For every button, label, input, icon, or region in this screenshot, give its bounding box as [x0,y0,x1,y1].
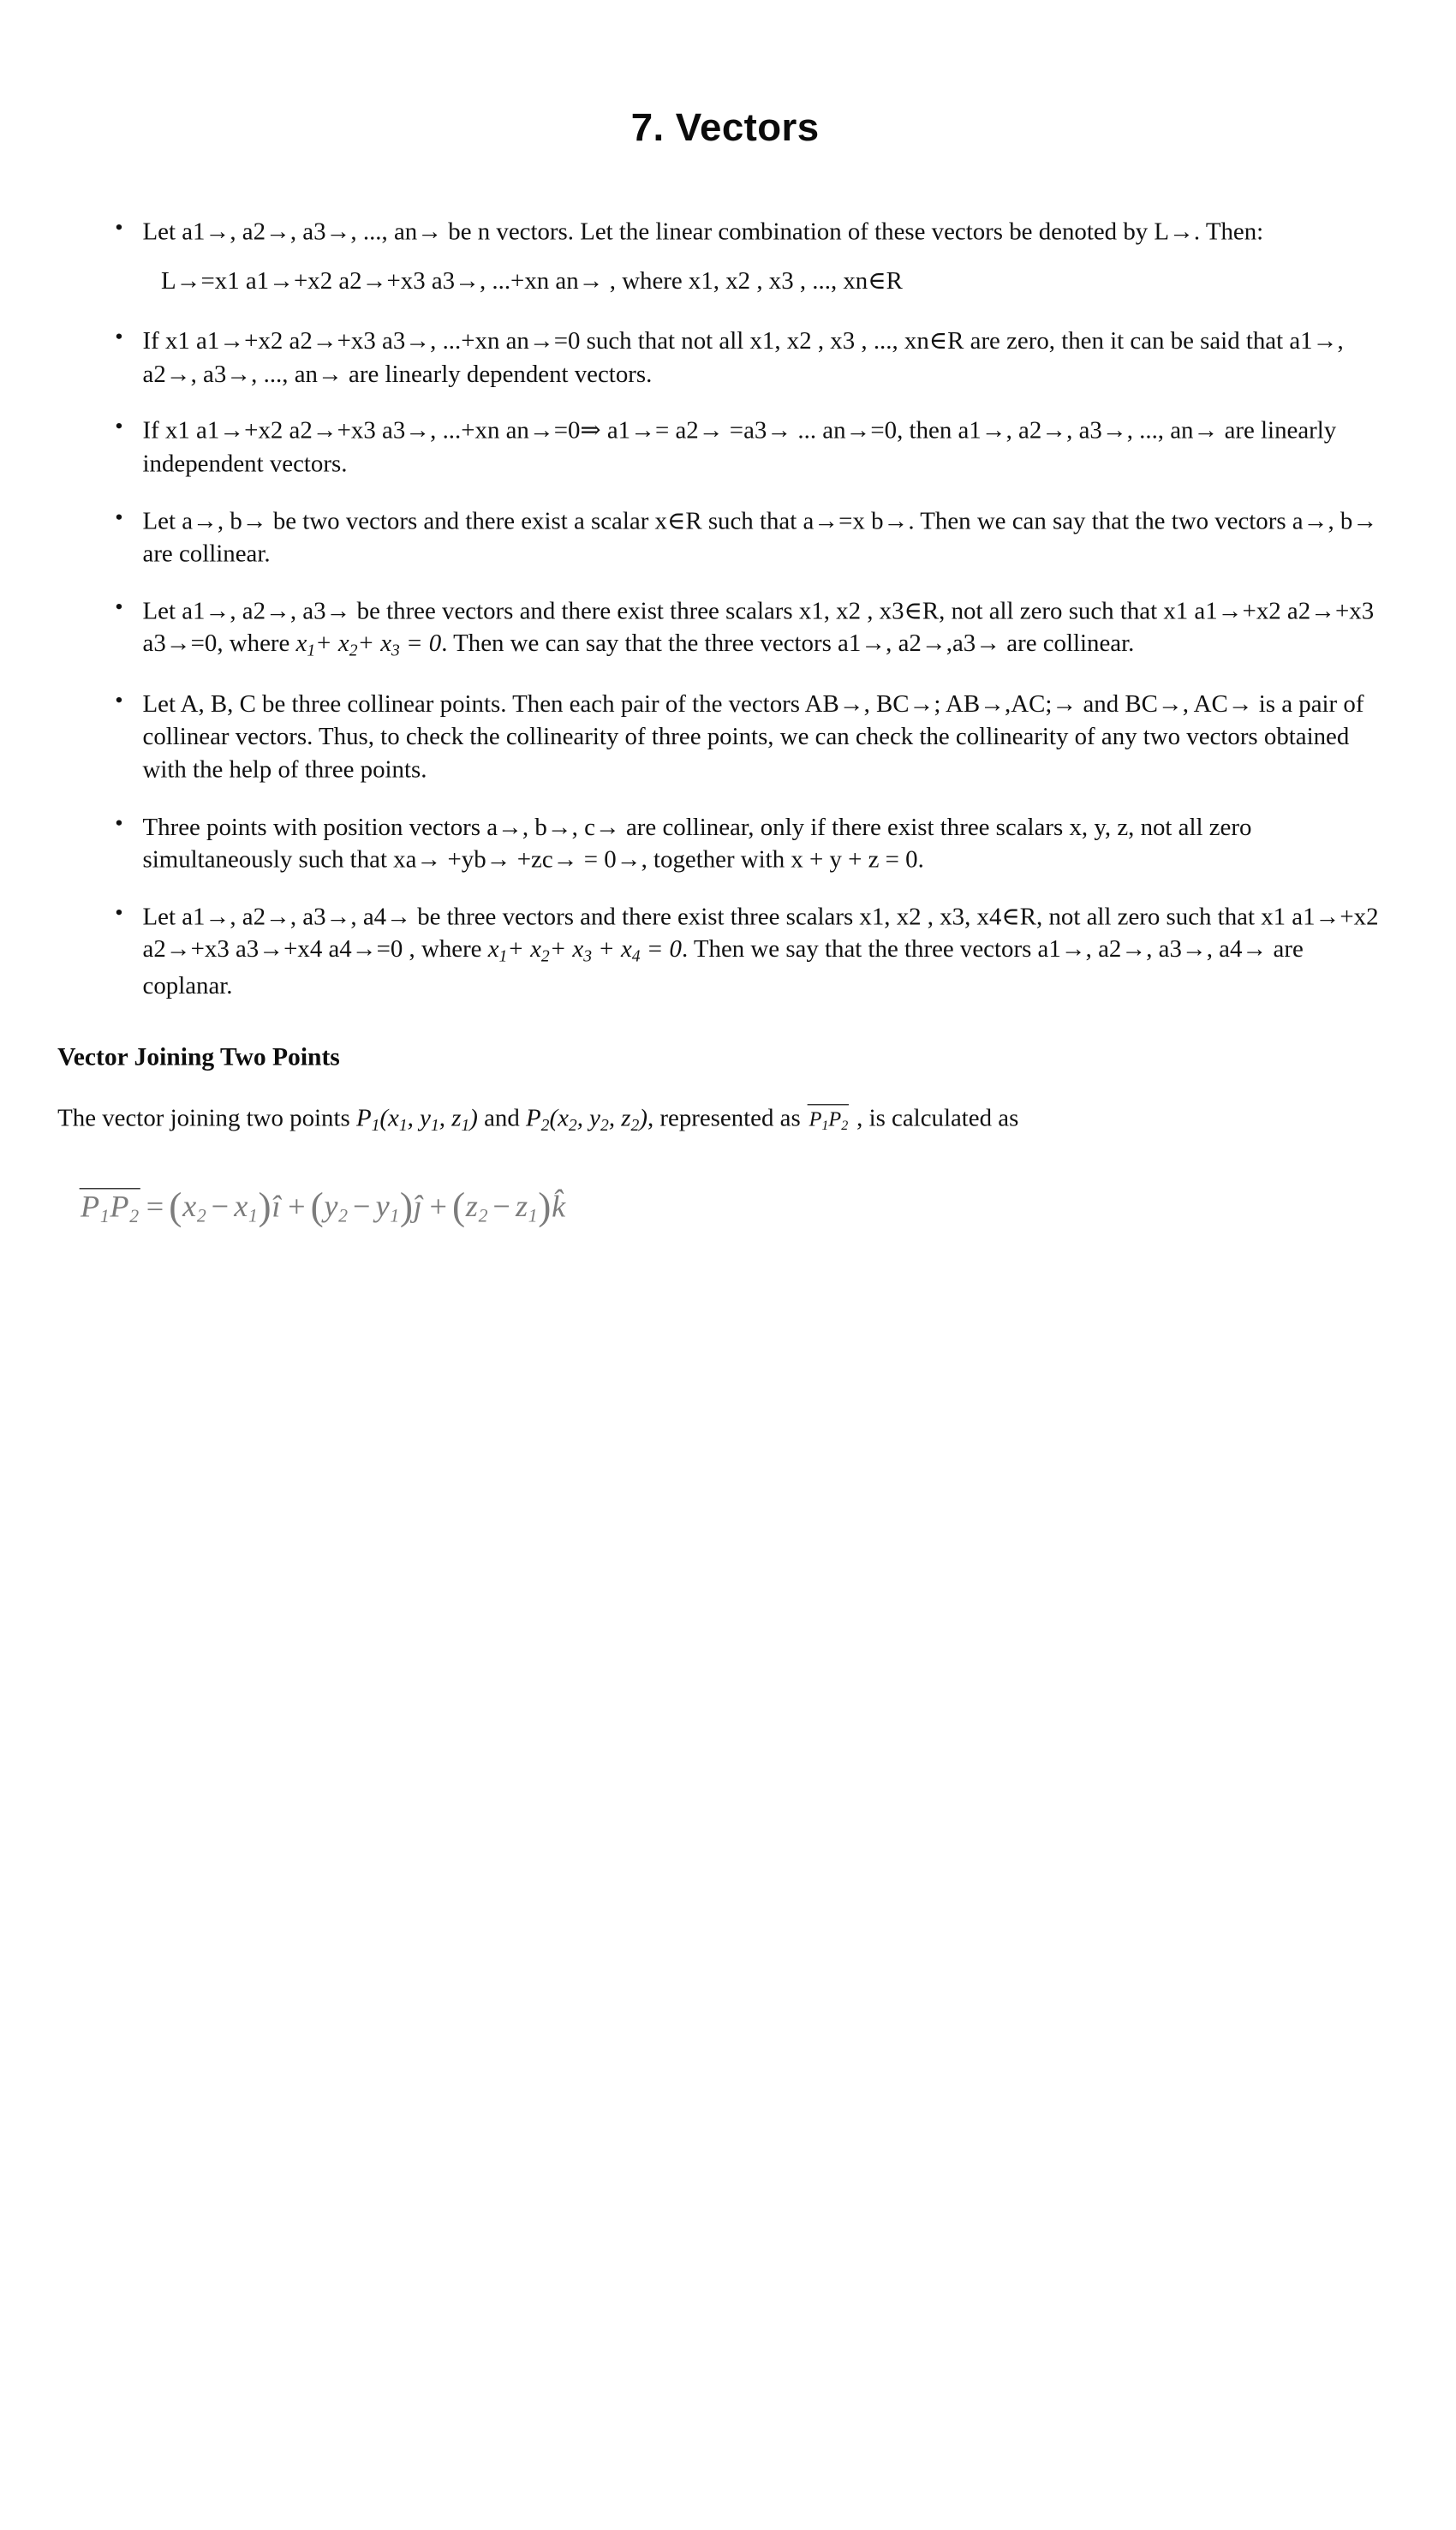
content-column [0,0,1456,1230]
bullet-linearly-dependent [57,325,1393,391]
paragraph-text-part2: , represented as [647,1103,807,1131]
bullet-text: If x1 a1→+x2 a2→+x3 a3→, ...+xn an→=0⇒ a1→= a2→ =a3→ ... an→=0, then a1→, a2→, a3→, ..., an→ are linearly independent vectors. [142,416,1337,478]
bullet-position-vectors-collinear [57,810,1393,876]
unit-vector-j: ĵ [413,1188,423,1224]
equation-linear-combination: L→=x1 a1→+x2 a2→+x3 a3→, ...+xn an→ , where x1, x2 , x3 , ..., xn∈R [160,266,903,295]
bullet-text-part1: Let a1→, a2→, a3→, a4→ be three vectors and there exist three scalars x1, x2 , x3, x4∈R, not all zero such that x1 a1→+x2 a2→+x3 a3→+x4 a4→=0 , where [142,902,1379,964]
vector-label-p1p2: $P_1P_2$ [807,1105,850,1134]
bullet-linearly-independent [57,415,1393,480]
display-equation-vector-joining: $P_1P_2 = (x_2$ − $x_1)î + (y_2$ − $y_1)ĵ + (z_2$ − $z_1)k̂$ [78,1186,1393,1230]
math-sum-three: $x_1+ x_2+ x_3 = 0$ [295,629,442,661]
math-sum-four: $x_1+ x_2+ x_3 + x_4 = 0$ [487,935,682,967]
point-p1: $P_1(x_1$, $y_1$, $z_1$) [355,1103,478,1135]
bullet-text: Let a1→, a2→, a3→, ..., an→ be n vectors. Let the linear combination of these vectors be denoted by L→. Then: [142,217,1264,246]
bullet-text-part2: . Then we can say that the three vectors a1→, a2→,a3→ are collinear. [441,629,1135,658]
paragraph-text-part1: The vector joining two points [57,1103,356,1131]
bullet-text-part2: . Then we say that the three vectors a1→, a2→, a3→, a4→ are coplanar. [142,935,1304,999]
bullet-collinear-points [57,688,1393,786]
section-heading-vector-joining-two-points: Vector Joining Two Points [57,1041,340,1071]
point-p2: $P_2(x_2$, $y_2$, $z_2$) [526,1103,647,1135]
bullet-list [57,151,1393,1002]
bullet-text: If x1 a1→+x2 a2→+x3 a3→, ...+xn an→=0 such that not all x1, x2 , x3 , ..., xn∈R are zero, then it can be said that a1→, a2→, a3→, ..., an→ are linearly dependent vectors. [142,326,1344,388]
bullet-text: Three points with position vectors a→, b→, c→ are collinear, only if there exist three scalars x, y, z, not all zero simultaneously such that xa→ +yb→ +zc→ = 0→, together with x + y + z = 0. [142,812,1252,874]
bullet-text: Let A, B, C be three collinear points. Then each pair of the vectors AB→, BC→; AB→,AC;→ and BC→, AC→ is a pair of collinear vectors. Thus, to check the collinearity of three points, we can check the collinearity of any two vectors obtained with the help of three points. [142,689,1364,784]
equation-lhs-p1p2: $P_1P_2$ [78,1189,141,1227]
page-title: 7. Vectors [630,105,820,150]
bullet-text: Let a→, b→ be two vectors and there exist a scalar x∈R such that a→=x b→. Then we can say that the two vectors a→, b→ are collinear. [142,506,1378,568]
bullet-collinear-three-vectors [57,594,1393,664]
unit-vector-k: k̂ [552,1188,566,1224]
bullet-collinear-two-vectors [57,504,1393,570]
bullet-linear-combination [57,215,1393,297]
bullet-coplanar-four-vectors [57,900,1393,1002]
unit-vector-i: î [272,1188,282,1224]
section-paragraph [57,1101,1393,1138]
paragraph-text-mid: and [477,1103,527,1131]
bullet-text-part1: Let a1→, a2→, a3→ be three vectors and there exist three scalars x1, x2 , x3∈R, not all zero such that x1 a1→+x2 a2→+x3 a3→=0, where [142,596,1375,658]
paragraph-text-part3: , is calculated as [850,1103,1019,1131]
